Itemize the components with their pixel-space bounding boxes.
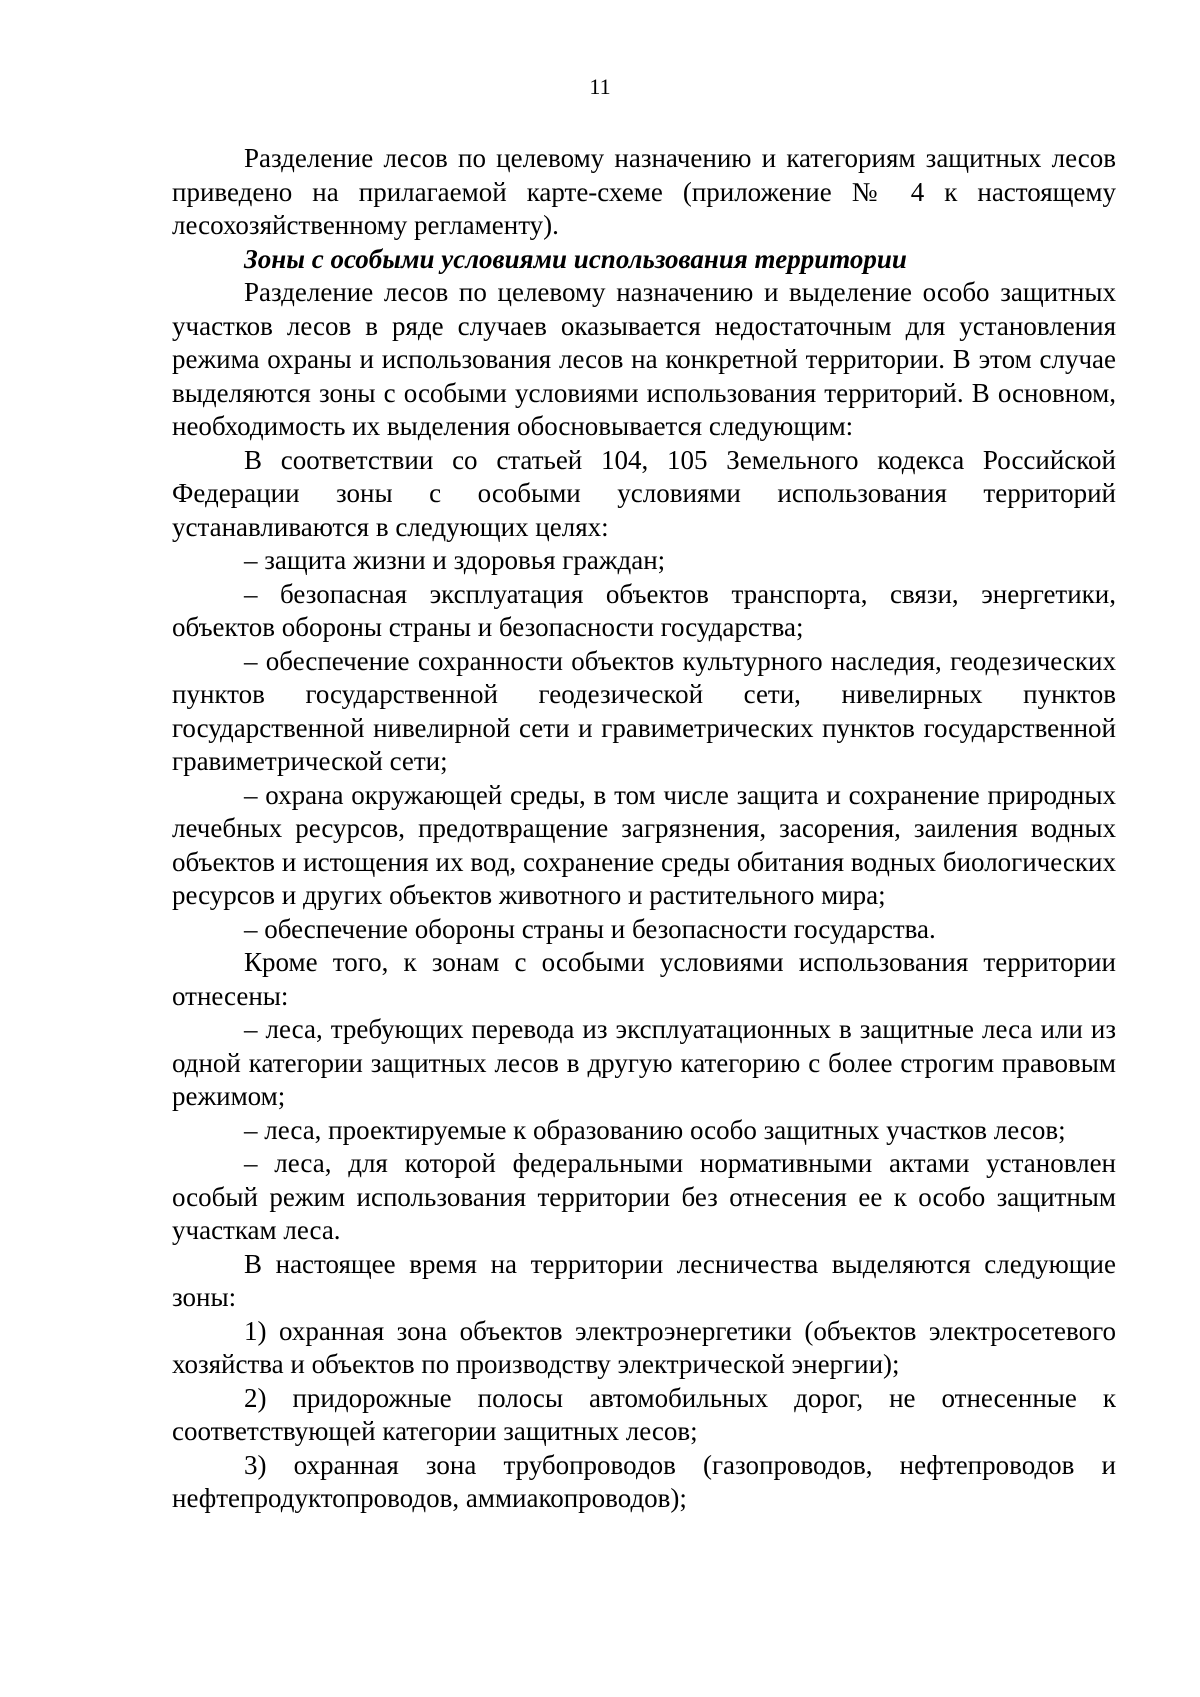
paragraph-forest-division-map: Разделение лесов по целевому назначению и категориям защитных лесов приведено на прилагаемой карте-схеме (приложение № 4 к настоящему лесохозяйственному регламенту). — [172, 143, 1116, 240]
section-heading: Зоны с особыми условиями использования территории — [244, 243, 907, 274]
paragraph-current-zones: В настоящее время на территории лесничества выделяются следующие зоны: — [172, 1248, 1116, 1312]
list-item-goal: – обеспечение сохранности объектов культурного наследия, геодезических пунктов государственной геодезической сети, нивелирных пунктов государственной нивелирной сети и гравиметрических пунктов государственной гравиметрической сети; — [172, 645, 1116, 776]
numbered-item-zone: 3) охранная зона трубопроводов (газопроводов, нефтепроводов и нефтепродуктопроводов, аммиакопроводов); — [172, 1449, 1116, 1513]
list-item-goal: – обеспечение обороны страны и безопасности государства. — [244, 913, 936, 944]
list-item-zone: – леса, проектируемые к образованию особо защитных участков лесов; — [244, 1114, 1066, 1145]
paragraph-land-code: В соответствии со статьей 104, 105 Земельного кодекса Российской Федерации зоны с особыми условиями использования территорий устанавливаются в следующих целях: — [172, 444, 1116, 542]
numbered-item-zone: 2) придорожные полосы автомобильных дорог, не отнесенные к соответствующей категории защитных лесов; — [172, 1382, 1116, 1446]
paragraph-additional-zones: Кроме того, к зонам с особыми условиями использования территории отнесены: — [172, 947, 1116, 1011]
list-item-zone: – леса, для которой федеральными нормативными актами установлен особый режим использования территории без отнесения ее к особо защитным участкам леса. — [172, 1148, 1116, 1245]
numbered-item-zone: 1) охранная зона объектов электроэнергетики (объектов электросетевого хозяйства и объектов по производству электрической энергии); — [172, 1315, 1116, 1379]
list-item-goal: – охрана окружающей среды, в том числе защита и сохранение природных лечебных ресурсов, предотвращение загрязнения, засорения, заиления водных объектов и истощения их вод, сохранение среды обитания водных биологических ресурсов и других объектов животного и растительного мира; — [172, 779, 1116, 910]
list-item-goal: – безопасная эксплуатация объектов транспорта, связи, энергетики, объектов обороны страны и безопасности государства; — [172, 578, 1116, 642]
list-item-zone: – леса, требующих перевода из эксплуатационных в защитные леса или из одной категории защитных лесов в другую категорию с более строгим правовым режимом; — [172, 1014, 1116, 1111]
document-body — [172, 142, 1116, 1516]
page-number: 11 — [589, 74, 611, 99]
paragraph-zones-intro: Разделение лесов по целевому назначению и выделение особо защитных участков лесов в ряде случаев оказывается недостаточным для установления режима охраны и использования лесов на конкретной территории. В этом случае выделяются зоны с особыми условиями использования территорий. В основном, необходимость их выделения обосновывается следующим: — [172, 277, 1116, 441]
list-item-goal: – защита жизни и здоровья граждан; — [244, 545, 666, 575]
